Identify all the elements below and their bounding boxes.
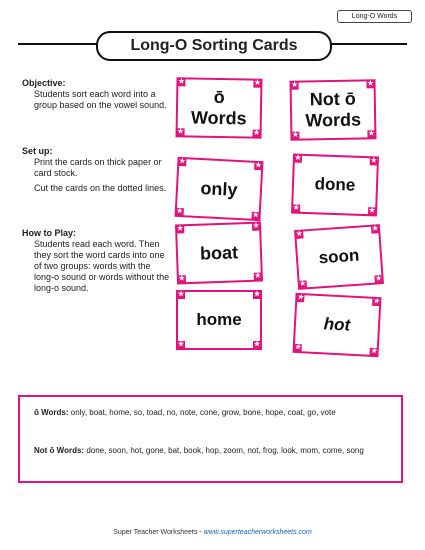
- card-boat: [175, 222, 263, 285]
- footer-separator: -: [197, 529, 204, 536]
- setup-text-1: Print the cards on thick paper or card stock.: [34, 157, 162, 178]
- objective-section: [22, 78, 170, 111]
- how-to-play-heading: How to Play:: [22, 228, 77, 238]
- card-label: home: [196, 310, 242, 329]
- card-label: boat: [199, 241, 239, 264]
- star-icon: ★: [294, 343, 302, 352]
- star-icon: ★: [368, 207, 376, 215]
- card-label: hot: [323, 314, 351, 335]
- long-o-words-row: [34, 407, 389, 419]
- long-o-label: ō Words:: [34, 408, 69, 417]
- star-icon: ★: [177, 291, 185, 298]
- star-icon: ★: [178, 78, 185, 86]
- star-icon: ★: [179, 157, 186, 166]
- star-icon: ★: [252, 222, 260, 230]
- star-icon: ★: [254, 79, 261, 87]
- star-icon: ★: [177, 128, 184, 136]
- star-icon: ★: [178, 275, 186, 283]
- star-icon: ★: [292, 131, 299, 139]
- star-icon: ★: [176, 225, 184, 233]
- card-soon: [294, 224, 384, 290]
- word-lists-box: [18, 395, 403, 483]
- card-home: [176, 290, 262, 350]
- star-icon: ★: [367, 80, 374, 88]
- card-done: [291, 154, 379, 217]
- star-icon: ★: [370, 347, 377, 356]
- star-icon: ★: [375, 275, 382, 283]
- star-icon: ★: [291, 81, 298, 89]
- setup-section: [22, 146, 170, 194]
- star-icon: ★: [294, 154, 302, 162]
- star-icon: ★: [299, 280, 307, 288]
- card-hot: [292, 293, 381, 357]
- star-icon: ★: [371, 225, 379, 233]
- star-icon: ★: [253, 291, 261, 298]
- star-icon: ★: [253, 341, 261, 348]
- star-icon: ★: [295, 230, 303, 238]
- star-icon: ★: [370, 157, 378, 165]
- card-label: Not ō Words: [305, 88, 362, 131]
- star-icon: ★: [254, 272, 262, 280]
- card-only: [174, 157, 263, 221]
- long-o-word-list: only, boat, home, so, toad, no, note, cone, grow, bone, hope, coat, go, vote: [70, 408, 336, 417]
- not-long-o-words-row: [34, 445, 389, 457]
- topic-tag: Long-O Words: [337, 10, 412, 23]
- star-icon: ★: [254, 161, 262, 170]
- card-label: done: [314, 174, 356, 195]
- star-icon: ★: [176, 207, 184, 216]
- how-to-play-text: Students read each word. Then they sort the word cards into one of two groups: words with the long-o sound or words without the long-o sound.: [34, 239, 170, 293]
- star-icon: ★: [253, 129, 260, 137]
- star-icon: ★: [372, 297, 380, 306]
- setup-text-2: Cut the cards on the dotted lines.: [34, 183, 167, 193]
- footer-link[interactable]: www.superteacherworksheets.com: [203, 529, 312, 536]
- objective-heading: Objective:: [22, 78, 66, 88]
- card-label: only: [200, 177, 239, 200]
- not-long-o-word-list: done, soon, hot, gone, bat, book, hop, zoom, not, frog, look, mom, come, song: [86, 446, 364, 455]
- star-icon: ★: [177, 341, 185, 348]
- star-icon: ★: [292, 204, 300, 212]
- star-icon: ★: [297, 293, 304, 302]
- page-title: Long-O Sorting Cards: [96, 31, 332, 61]
- setup-heading: Set up:: [22, 146, 53, 156]
- card-not-long-o-words: [289, 79, 376, 140]
- how-to-play-section: [22, 228, 170, 294]
- footer: [0, 529, 425, 536]
- card-long-o-words: [175, 77, 262, 138]
- footer-brand: Super Teacher Worksheets: [113, 529, 198, 536]
- star-icon: ★: [252, 211, 259, 220]
- star-icon: ★: [368, 130, 375, 138]
- card-label: ō Words: [190, 86, 247, 129]
- not-long-o-label: Not ō Words:: [34, 446, 85, 455]
- card-label: soon: [318, 245, 360, 268]
- objective-text: Students sort each word into a group based on the vowel sound.: [34, 89, 167, 110]
